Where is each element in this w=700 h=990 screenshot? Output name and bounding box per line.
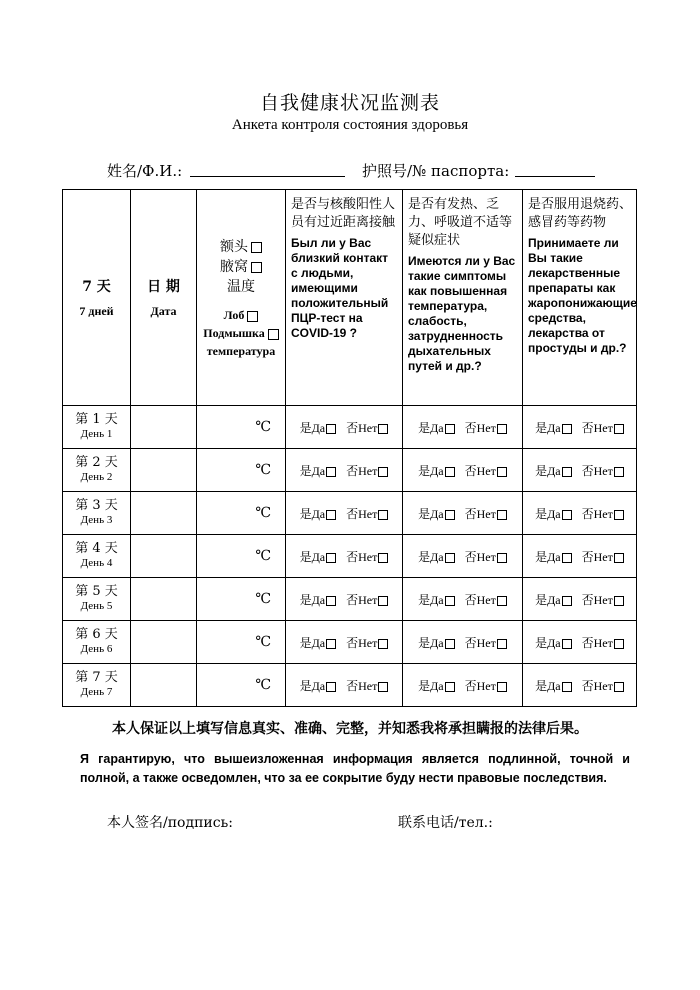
- yes-checkbox[interactable]: [562, 424, 572, 434]
- forehead-option-ru: [197, 308, 285, 323]
- yes-checkbox[interactable]: [445, 639, 455, 649]
- question-contact-ru: Был ли у Вас близкий контакт с людьми, имеющими положительный ПЦР-тест на COVID-19 ?: [291, 236, 389, 340]
- temperature-input-cell[interactable]: [197, 535, 286, 578]
- medication-answer: [523, 406, 637, 449]
- day-label-ru: День 4: [80, 557, 113, 569]
- temperature-input-cell[interactable]: [197, 664, 286, 707]
- no-checkbox[interactable]: [614, 553, 624, 563]
- yes-checkbox[interactable]: [562, 682, 572, 692]
- symptoms-answer: [403, 492, 523, 535]
- celsius-unit: ℃: [255, 505, 271, 521]
- forehead-label-cn: 额头: [220, 239, 248, 255]
- contact-answer: [286, 449, 403, 492]
- no-label: 否Нет: [464, 635, 496, 650]
- celsius-unit: ℃: [255, 677, 271, 693]
- no-label: 否Нет: [346, 463, 378, 478]
- no-label: 否Нет: [581, 549, 613, 564]
- day-cell: [63, 449, 131, 492]
- question-symptoms-ru: Имеются ли у Вас такие симптомы как повышенная температура, слабость, затрудненность дыхательных путей и др.?: [408, 254, 516, 373]
- yes-label: 是Да: [418, 420, 444, 435]
- no-label: 否Нет: [581, 635, 613, 650]
- no-label: 否Нет: [464, 463, 496, 478]
- yes-label: 是Да: [299, 635, 326, 650]
- yes-label: 是Да: [418, 463, 444, 478]
- form-title: 自我健康状况监测表: [259, 92, 440, 114]
- temperature-input-cell[interactable]: [197, 492, 286, 535]
- table-row: [63, 449, 637, 492]
- no-checkbox[interactable]: [614, 596, 624, 606]
- yes-label: 是Да: [535, 678, 561, 693]
- yes-label: 是Да: [418, 549, 444, 564]
- day-label-ru: День 7: [80, 686, 113, 698]
- yes-label: 是Да: [299, 678, 326, 693]
- date-input-cell[interactable]: [131, 664, 197, 707]
- yes-label: 是Да: [535, 463, 561, 478]
- yes-checkbox[interactable]: [445, 596, 455, 606]
- yes-label: 是Да: [299, 420, 326, 435]
- yes-label: 是Да: [535, 592, 561, 607]
- no-label: 否Нет: [464, 592, 496, 607]
- days-header-ru: 7 дней: [79, 304, 114, 318]
- day-cell: [63, 492, 131, 535]
- no-checkbox[interactable]: [378, 424, 388, 434]
- date-input-cell[interactable]: [131, 535, 197, 578]
- celsius-unit: ℃: [255, 462, 271, 478]
- declaration-cn: 本人保证以上填写信息真实、准确、完整，并知悉我将承担瞒报的法律后果。: [112, 721, 588, 737]
- table-row: [63, 621, 637, 664]
- yes-checkbox[interactable]: [445, 510, 455, 520]
- yes-checkbox[interactable]: [326, 639, 336, 649]
- medication-answer: [523, 578, 637, 621]
- date-input-cell[interactable]: [131, 621, 197, 664]
- contact-answer: [286, 535, 403, 578]
- temperature-input-cell[interactable]: [197, 449, 286, 492]
- table-row: [63, 535, 637, 578]
- no-checkbox[interactable]: [378, 596, 388, 606]
- day-label-cn: 第 5 天: [75, 584, 118, 599]
- passport-label: 护照号/№ паспорта:: [362, 162, 510, 180]
- yes-label: 是Да: [299, 463, 326, 478]
- day-label-cn: 第 7 天: [75, 670, 118, 685]
- yes-label: 是Да: [535, 549, 561, 564]
- question-medication-ru: Принимаете ли Вы такие лекарственные препараты как жаропонижающие средства, лекарства от простуды и др.?: [528, 236, 637, 355]
- day-label-cn: 第 1 天: [75, 412, 118, 427]
- yes-label: 是Да: [418, 592, 444, 607]
- monitoring-table: [62, 189, 637, 707]
- armpit-label-cn: 腋窝: [220, 259, 248, 275]
- no-checkbox[interactable]: [614, 467, 624, 477]
- symptoms-answer: [403, 621, 523, 664]
- form-subtitle: Анкета контроля состояния здоровья: [231, 117, 469, 133]
- temperature-label-ru: температура: [206, 344, 276, 358]
- no-checkbox[interactable]: [378, 467, 388, 477]
- declaration-ru: Я гарантирую, что вышеизложенная информация является подлинной, точной и полной, а также осведомлен, что за ее сокрытие буду нести правовые последствия.: [80, 752, 630, 785]
- header-row: [63, 190, 637, 406]
- no-checkbox[interactable]: [614, 510, 624, 520]
- question-symptoms-cn: 是否有发热、乏力、呼吸道不适等疑似症状: [408, 197, 513, 248]
- armpit-label-ru: Подмышка: [203, 326, 265, 340]
- symptoms-answer: [403, 535, 523, 578]
- armpit-option-ru: [197, 326, 285, 341]
- no-checkbox[interactable]: [378, 510, 388, 520]
- no-label: 否Нет: [581, 592, 613, 607]
- no-label: 否Нет: [464, 678, 496, 693]
- yes-checkbox[interactable]: [562, 553, 572, 563]
- no-checkbox[interactable]: [497, 596, 507, 606]
- day-cell: [63, 578, 131, 621]
- yes-checkbox[interactable]: [562, 467, 572, 477]
- no-checkbox[interactable]: [378, 682, 388, 692]
- yes-checkbox[interactable]: [562, 596, 572, 606]
- passport-field[interactable]: [515, 176, 595, 177]
- yes-checkbox[interactable]: [445, 467, 455, 477]
- no-label: 否Нет: [581, 506, 613, 521]
- date-input-cell[interactable]: [131, 578, 197, 621]
- yes-checkbox[interactable]: [326, 682, 336, 692]
- no-label: 否Нет: [346, 506, 378, 521]
- yes-checkbox[interactable]: [326, 467, 336, 477]
- temperature-label-cn: 温度: [227, 279, 255, 295]
- no-checkbox[interactable]: [497, 553, 507, 563]
- symptoms-answer: [403, 406, 523, 449]
- yes-label: 是Да: [418, 635, 444, 650]
- yes-checkbox[interactable]: [562, 639, 572, 649]
- medication-answer: [523, 621, 637, 664]
- yes-checkbox[interactable]: [326, 424, 336, 434]
- question-contact-header: [286, 190, 403, 406]
- no-label: 否Нет: [346, 549, 378, 564]
- no-label: 否Нет: [581, 463, 613, 478]
- day-label-cn: 第 2 天: [75, 455, 118, 470]
- day-cell: [63, 621, 131, 664]
- no-checkbox[interactable]: [497, 682, 507, 692]
- contact-answer: [286, 492, 403, 535]
- name-field[interactable]: [190, 176, 345, 177]
- no-checkbox[interactable]: [614, 424, 624, 434]
- no-checkbox[interactable]: [614, 639, 624, 649]
- days-header: [63, 190, 131, 406]
- yes-label: 是Да: [418, 506, 444, 521]
- table-row: [63, 664, 637, 707]
- armpit-option: [197, 256, 285, 276]
- yes-label: 是Да: [418, 678, 444, 693]
- celsius-unit: ℃: [255, 548, 271, 564]
- forehead-checkbox-ru[interactable]: [247, 311, 258, 322]
- yes-checkbox[interactable]: [326, 596, 336, 606]
- day-label-cn: 第 3 天: [75, 498, 118, 513]
- medication-answer: [523, 449, 637, 492]
- yes-label: 是Да: [299, 592, 326, 607]
- question-medication-header: [523, 190, 637, 406]
- yes-label: 是Да: [535, 420, 561, 435]
- no-label: 否Нет: [581, 678, 613, 693]
- date-input-cell[interactable]: [131, 492, 197, 535]
- no-checkbox[interactable]: [378, 639, 388, 649]
- yes-label: 是Да: [535, 506, 561, 521]
- medication-answer: [523, 492, 637, 535]
- forehead-checkbox[interactable]: [251, 242, 262, 253]
- medication-answer: [523, 535, 637, 578]
- day-label-ru: День 1: [80, 428, 113, 440]
- no-checkbox[interactable]: [497, 424, 507, 434]
- day-cell: [63, 664, 131, 707]
- question-medication-cn: 是否服用退烧药、感冒药等药物: [528, 197, 633, 230]
- no-label: 否Нет: [581, 420, 613, 435]
- question-symptoms-header: [403, 190, 523, 406]
- phone-label: 联系电话/тел.:: [398, 815, 493, 831]
- no-label: 否Нет: [464, 549, 496, 564]
- temperature-input-cell[interactable]: [197, 621, 286, 664]
- yes-label: 是Да: [535, 635, 561, 650]
- day-label-cn: 第 6 天: [75, 627, 118, 642]
- temperature-input-cell[interactable]: [197, 406, 286, 449]
- celsius-unit: ℃: [255, 591, 271, 607]
- no-label: 否Нет: [346, 420, 378, 435]
- no-label: 否Нет: [464, 420, 496, 435]
- table-row: [63, 406, 637, 449]
- day-label-cn: 第 4 天: [75, 541, 118, 556]
- table-row: [63, 578, 637, 621]
- day-label-ru: День 5: [80, 600, 113, 612]
- day-label-ru: День 6: [80, 643, 113, 655]
- no-checkbox[interactable]: [614, 682, 624, 692]
- yes-checkbox[interactable]: [326, 553, 336, 563]
- date-header-ru: Дата: [150, 304, 177, 318]
- celsius-unit: ℃: [255, 419, 271, 435]
- date-header: [131, 190, 197, 406]
- no-label: 否Нет: [346, 678, 378, 693]
- medication-answer: [523, 664, 637, 707]
- date-header-cn: 日 期: [147, 279, 180, 295]
- celsius-unit: ℃: [255, 634, 271, 650]
- contact-answer: [286, 406, 403, 449]
- armpit-checkbox[interactable]: [251, 262, 262, 273]
- no-checkbox[interactable]: [378, 553, 388, 563]
- days-header-cn: 7 天: [82, 279, 111, 295]
- no-checkbox[interactable]: [497, 639, 507, 649]
- day-cell: [63, 406, 131, 449]
- yes-label: 是Да: [299, 506, 326, 521]
- name-label: 姓名/Ф.И.:: [107, 162, 183, 180]
- forehead-option: [197, 236, 285, 256]
- yes-checkbox[interactable]: [445, 424, 455, 434]
- forehead-label-ru: Лоб: [223, 308, 245, 322]
- symptoms-answer: [403, 664, 523, 707]
- table-row: [63, 492, 637, 535]
- contact-answer: [286, 621, 403, 664]
- date-input-cell[interactable]: [131, 406, 197, 449]
- yes-checkbox[interactable]: [445, 553, 455, 563]
- symptoms-answer: [403, 449, 523, 492]
- yes-checkbox[interactable]: [562, 510, 572, 520]
- armpit-checkbox-ru[interactable]: [268, 329, 279, 340]
- temperature-header: [197, 190, 286, 406]
- no-checkbox[interactable]: [497, 510, 507, 520]
- no-label: 否Нет: [464, 506, 496, 521]
- day-cell: [63, 535, 131, 578]
- date-input-cell[interactable]: [131, 449, 197, 492]
- contact-answer: [286, 664, 403, 707]
- contact-answer: [286, 578, 403, 621]
- yes-label: 是Да: [299, 549, 326, 564]
- day-label-ru: День 2: [80, 471, 113, 483]
- question-contact-cn: 是否与核酸阳性人员有过近距离接触: [291, 197, 396, 230]
- no-label: 否Нет: [346, 635, 378, 650]
- yes-checkbox[interactable]: [326, 510, 336, 520]
- no-checkbox[interactable]: [497, 467, 507, 477]
- yes-checkbox[interactable]: [445, 682, 455, 692]
- temperature-input-cell[interactable]: [197, 578, 286, 621]
- symptoms-answer: [403, 578, 523, 621]
- signature-label: 本人签名/подпись:: [107, 815, 233, 831]
- no-label: 否Нет: [346, 592, 378, 607]
- day-label-ru: День 3: [80, 514, 113, 526]
